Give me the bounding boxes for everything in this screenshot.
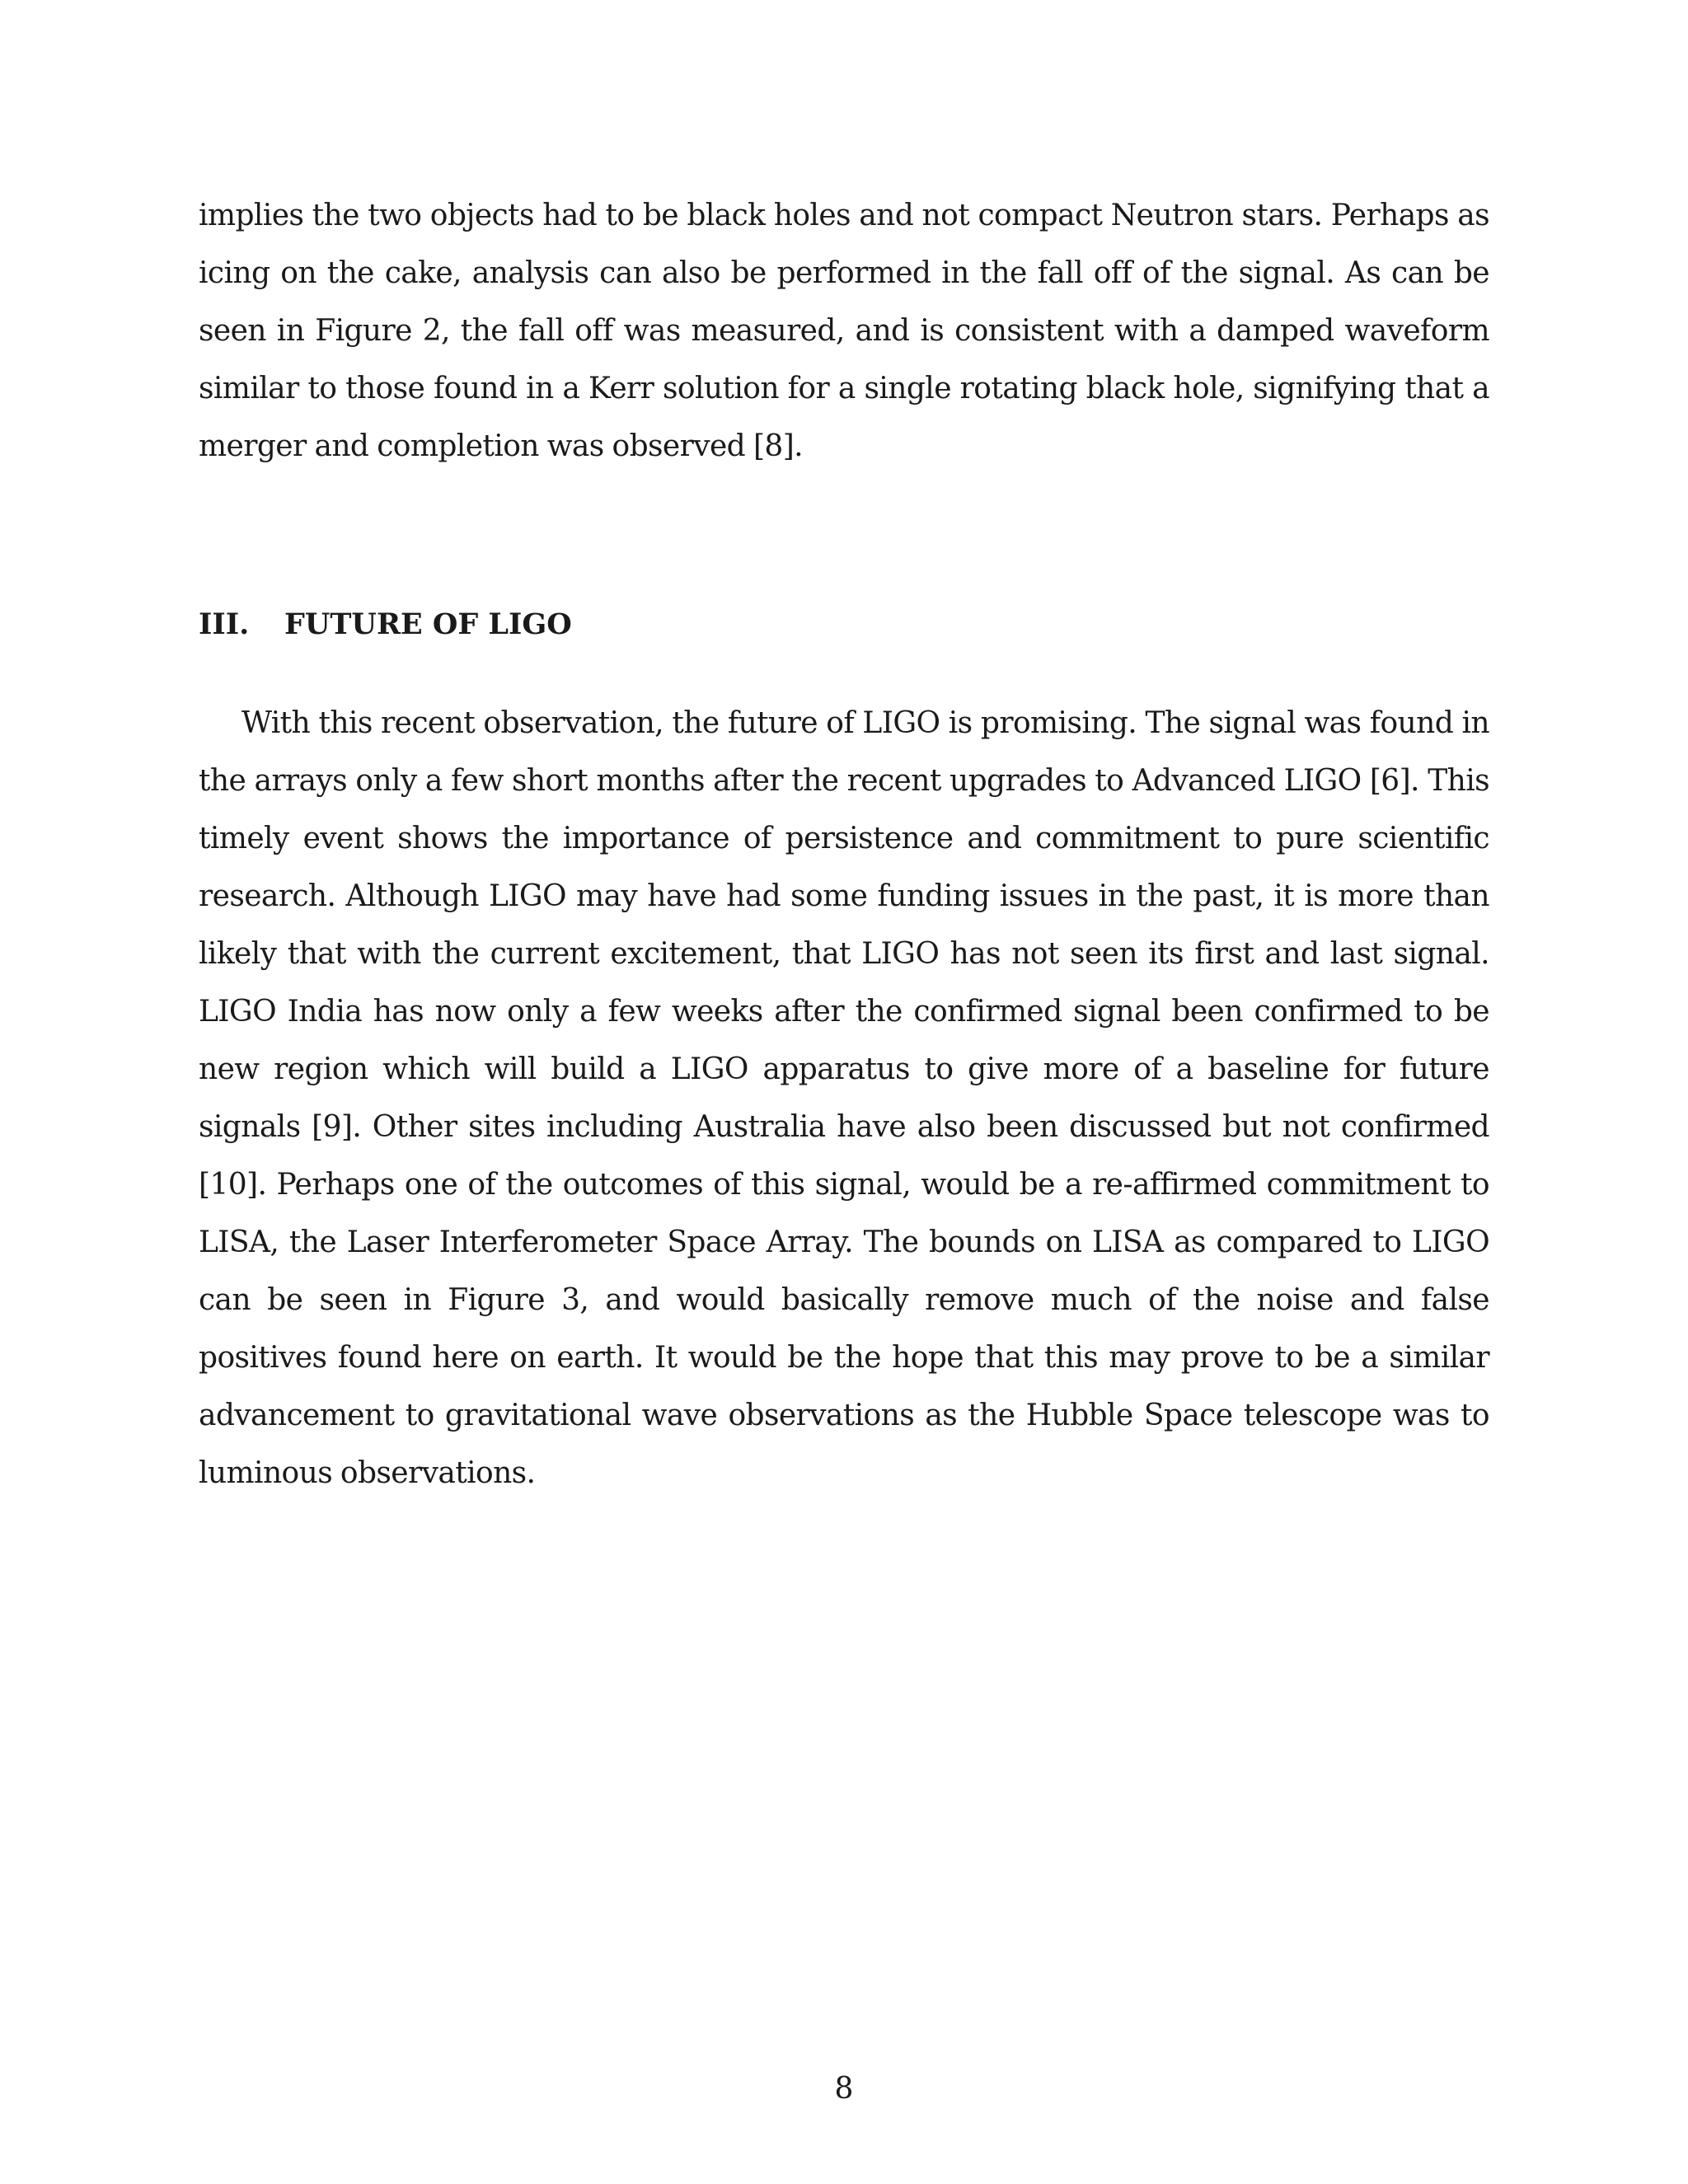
paragraph-continued: implies the two objects had to be black holes and not compact Neutron stars. Perhaps as icing on the cake, analysis can also be performed in the fall off of the signal. As can be seen in Figure 2, the fall off was measured, and is consistent with a damped waveform similar to those found in a Kerr solution for a single rotating black hole, signifying that a merger and completion was observed [8]. — [199, 199, 1489, 463]
section-heading — [199, 604, 572, 645]
section-title: FUTURE OF LIGO — [284, 607, 572, 641]
page-number: 8 — [834, 2072, 854, 2106]
section-number: III. — [199, 607, 250, 641]
paragraph-future-of-ligo: With this recent observation, the future of LIGO is promising. The signal was found in the arrays only a few short months after the recent upgrades to Advanced LIGO [6]. This timely event shows the importance of persistence and commitment to pure scientific research. Although LIGO may have had some funding issues in the past, it is more than likely that with the current excitement, that LIGO has not seen its first and last signal. LIGO India has now only a few weeks after the confirmed signal been confirmed to be new region which will build a LIGO apparatus to give more of a baseline for future signals [9]. Other sites including Australia have also been discussed but not confirmed [10]. Perhaps one of the outcomes of this signal, would be a re-affirmed commitment to LISA, the Laser Interferometer Space Array. The bounds on LISA as compared to LIGO can be seen in Figure 3, and would basically remove much of the noise and false positives found here on earth. It would be the hope that this may prove to be a similar advancement to gravitational wave observations as the Hubble Space telescope was to luminous observations. — [199, 706, 1489, 1490]
